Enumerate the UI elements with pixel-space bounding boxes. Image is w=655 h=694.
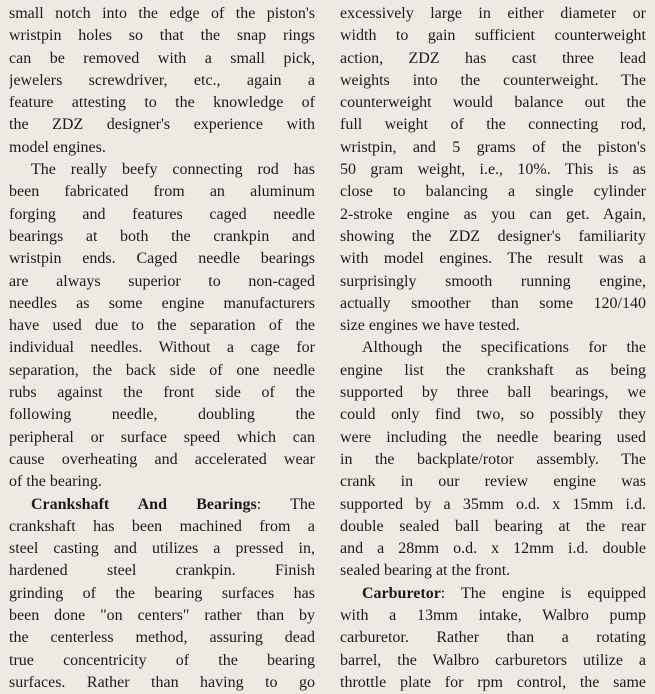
section-heading: Carburetor [362,584,441,602]
line-text: in the backplate/rotor assembly. The [340,450,646,468]
text-line [9,48,315,70]
line-text: size engines we have tested. [340,317,520,335]
text-line [9,672,315,694]
line-text: The really beefy connecting rod has [31,161,315,179]
line-text: rubs against the front side of the [9,384,315,402]
line-text: counterweight would balance out the [340,94,646,112]
line-text: double sealed ball bearing at the rear [340,517,646,535]
text-line [340,3,646,25]
text-line [340,494,646,516]
line-text: peripheral or surface speed which can [9,428,315,446]
text-line [340,427,646,449]
text-line [340,516,646,538]
text-line [340,137,646,159]
line-text: grinding of the bearing surfaces has [9,584,315,602]
line-text: crank in our review engine was [340,473,646,491]
text-line [340,48,646,70]
text-line [340,471,646,493]
line-text: crankshaft has been machined from a [9,517,315,535]
line-text: wristpin holes so that the snap rings [9,27,315,45]
text-line [340,672,646,694]
text-line [9,449,315,471]
line-text: hardened steel crankpin. Finish [9,562,315,580]
text-line [9,293,315,315]
text-line [9,248,315,270]
line-text: bearings at both the crankpin and [9,227,315,245]
line-text: close to balancing a single cylinder [340,183,646,201]
text-line [340,181,646,203]
text-line [9,427,315,449]
line-text: barrel, the Walbro carburetors utilize a [340,651,646,669]
line-text: supported by a 35mm o.d. x 15mm i.d. [340,495,646,513]
line-text: 2-stroke engine as you can get. Again, [340,205,646,223]
text-line [340,271,646,293]
line-text: showing the ZDZ designer's familiarity [340,227,646,245]
text-line [9,70,315,92]
line-text: forging and features caged needle [9,205,315,223]
text-line [340,226,646,248]
line-text: action, ZDZ has cast three lead [340,49,646,67]
text-line [9,25,315,47]
text-line [9,382,315,404]
line-text: been done "on centers" rather than by [9,607,315,625]
text-line [9,159,315,181]
text-line [340,560,646,582]
line-text: model engines. [9,138,106,156]
text-line [9,404,315,426]
text-line [340,583,646,605]
text-line [340,449,646,471]
line-text: engine list the crankshaft as being [340,361,646,379]
text-line [340,293,646,315]
line-text: cause overheating and accelerated wear [9,450,315,468]
line-text: sealed bearing at the front. [340,562,511,580]
line-text: surprisingly smooth running engine, [340,272,646,290]
line-text: : The engine is equipped [440,584,646,602]
line-text: supported by three ball bearings, we [340,384,646,402]
text-line [340,650,646,672]
section-heading: Crankshaft And Bearings [31,495,257,513]
line-text: could only find two, so possibly they [340,406,646,424]
text-line [9,271,315,293]
line-text: can be removed with a small pick, [9,49,315,67]
text-line [340,204,646,226]
text-line [340,404,646,426]
line-text: with model engines. The result was a [340,250,646,268]
line-text: excessively large in either diameter or [340,5,646,22]
line-text: wristpin ends. Caged needle bearings [9,250,315,268]
line-text: weights into the counterweight. The [340,71,646,89]
line-text: throttle plate for rpm control, the same [340,673,646,691]
text-line [9,315,315,337]
line-text: been fabricated from an aluminum [9,183,315,201]
line-text: : The [256,495,315,513]
right-text-column [340,3,646,694]
text-line [9,627,315,649]
line-text: needles as some engine manufacturers [9,294,315,312]
line-text: have used due to the separation of the [9,317,315,335]
text-line [340,25,646,47]
text-line [9,137,315,159]
line-text: wristpin, and 5 grams of the piston's [340,138,646,156]
line-text: were including the needle bearing used [340,428,646,446]
line-text: separation, the back side of one needle [9,361,315,379]
text-line [340,538,646,560]
text-line [340,360,646,382]
line-text: jewelers screwdriver, etc., again a [9,71,315,89]
text-line [9,650,315,672]
line-text: small notch into the edge of the piston's [9,5,315,22]
text-line [9,92,315,114]
text-line [340,248,646,270]
line-text: are always superior to non-caged [9,272,315,290]
line-text: following needle, doubling the [9,406,315,424]
line-text: Although the specifications for the [362,339,646,357]
text-line [9,583,315,605]
text-line [9,560,315,582]
line-text: with a 13mm intake, Walbro pump [340,607,646,625]
text-line [340,605,646,627]
text-line [9,181,315,203]
text-line [9,471,315,493]
left-text-column [9,3,315,694]
line-text: surfaces. Rather than having to go [9,673,315,691]
line-text: individual needles. Without a cage for [9,339,315,357]
text-line [340,337,646,359]
text-line [9,516,315,538]
line-text: carburetor. Rather than a rotating [340,629,646,647]
text-line [9,3,315,25]
text-line [340,315,646,337]
text-line [340,114,646,136]
text-line [340,92,646,114]
text-line [340,159,646,181]
line-text: 50 gram weight, i.e., 10%. This is as [340,161,646,179]
line-text: of the bearing. [9,473,102,491]
text-line [340,382,646,404]
text-line [9,114,315,136]
text-line [9,538,315,560]
line-text: full weight of the connecting rod, [340,116,646,134]
text-line [9,360,315,382]
text-line [9,226,315,248]
text-line [9,337,315,359]
text-line [9,605,315,627]
text-line [340,70,646,92]
line-text: actually smoother than some 120/140 [340,294,646,312]
text-line [9,494,315,516]
line-text: feature attesting to the knowledge of [9,94,315,112]
text-line [340,627,646,649]
line-text: steel casting and utilizes a pressed in, [9,540,315,558]
line-text: and a 28mm o.d. x 12mm i.d. double [340,540,646,558]
line-text: the ZDZ designer's experience with [9,116,315,134]
line-text: width to gain sufficient counterweight [340,27,646,45]
text-line [9,204,315,226]
line-text: the centerless method, assuring dead [9,629,315,647]
line-text: true concentricity of the bearing [9,651,315,669]
